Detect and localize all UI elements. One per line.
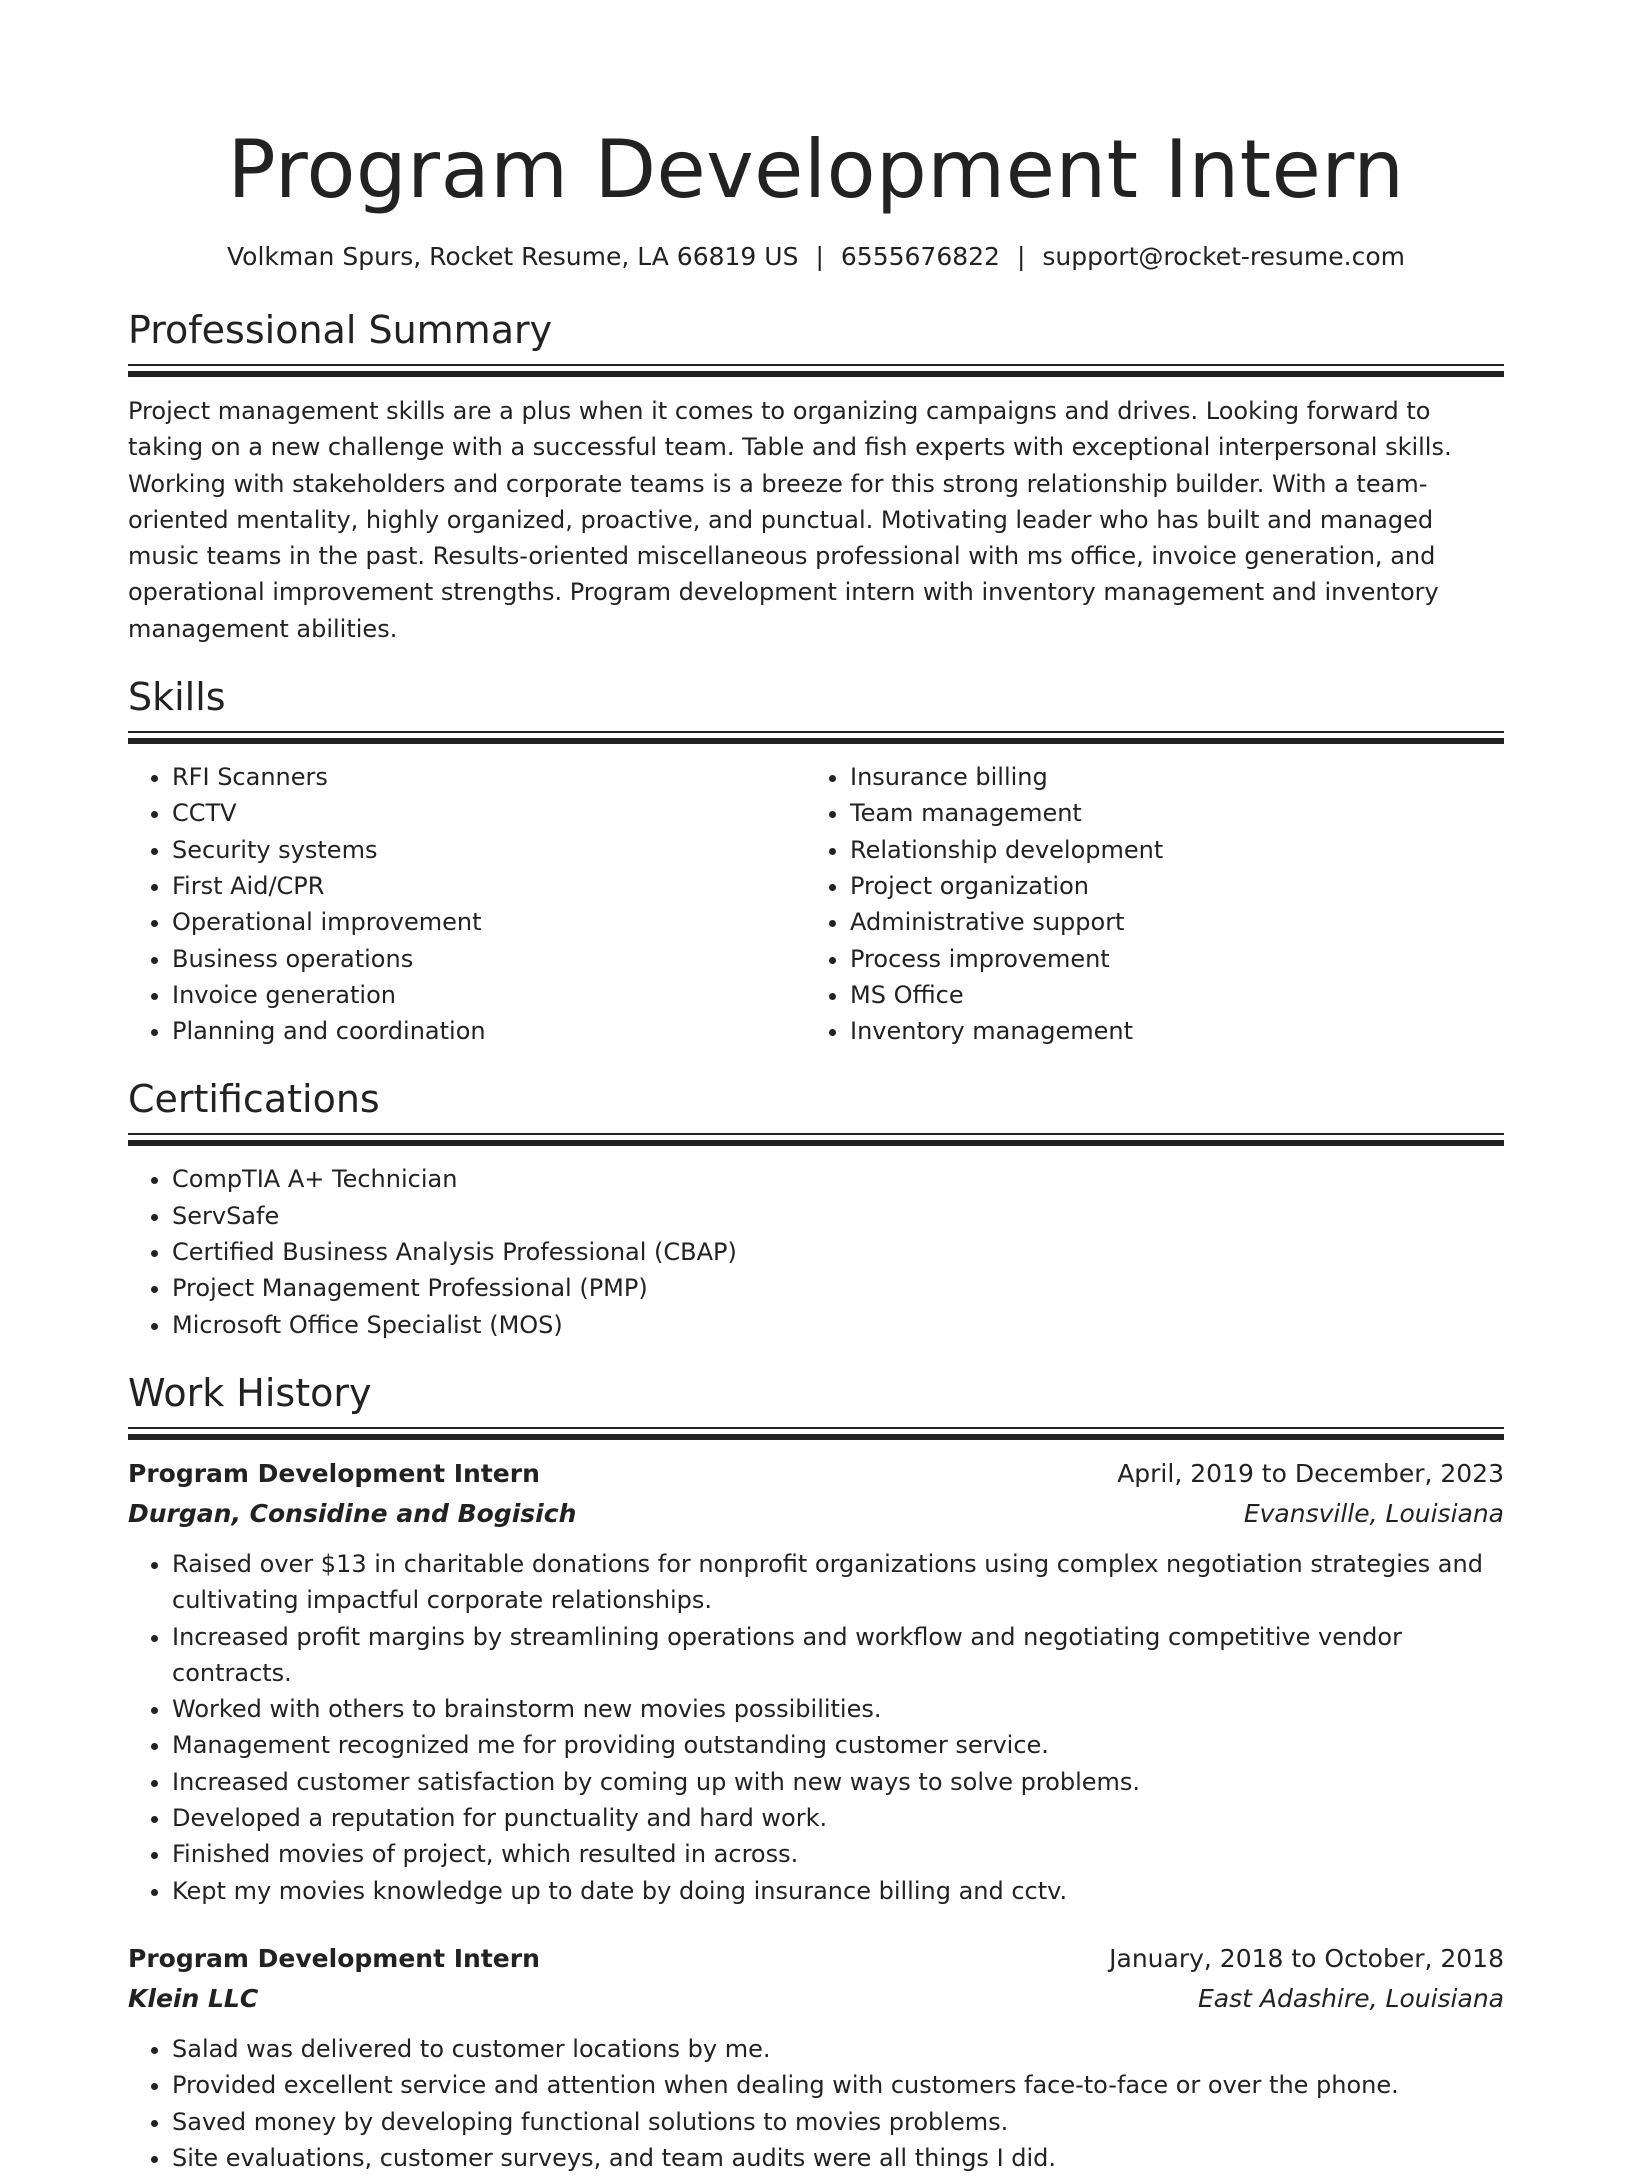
job-duty-item: • Kept my movies knowledge up to date by doing insurance billing and cctv. <box>172 1873 1504 1909</box>
job-entry <box>128 1939 1504 2176</box>
skill-item: • Insurance billing <box>850 759 1484 795</box>
job-duty-item: • Salad was delivered to customer locations by me. <box>172 2031 1504 2067</box>
job-duty-item: • Increased customer satisfaction by coming up with new ways to solve problems. <box>172 1764 1504 1800</box>
skill-item: • CCTV <box>172 795 806 831</box>
job-duty-item: • Increased profit margins by streamlining operations and workflow and negotiating competitive vendor contracts. <box>172 1619 1504 1692</box>
job-duty-item: • Developed a reputation for punctuality and hard work. <box>172 1800 1504 1836</box>
skill-item: • Project organization <box>850 868 1484 904</box>
certification-item: • ServSafe <box>172 1198 1504 1234</box>
certifications-section <box>128 1075 1504 1342</box>
job-duty-item: • Site evaluations, customer surveys, and team audits were all things I did. <box>172 2140 1504 2176</box>
work-history-heading: Work History <box>128 1370 372 1415</box>
job-company: Durgan, Considine and Bogisich <box>128 1498 577 1528</box>
skill-item: • Planning and coordination <box>172 1013 806 1049</box>
section-divider <box>128 731 1504 744</box>
skill-item: • Relationship development <box>850 832 1484 868</box>
job-entry <box>128 1454 1504 1909</box>
summary-section <box>128 306 1504 647</box>
skill-item: • Invoice generation <box>172 977 806 1013</box>
skill-item: • Business operations <box>172 941 806 977</box>
contact-address: Volkman Spurs, Rocket Resume, LA 66819 US <box>227 242 799 271</box>
resume-page <box>128 0 1504 2176</box>
contact-email: support@rocket-resume.com <box>1042 242 1405 271</box>
certifications-heading: Certifications <box>128 1077 380 1122</box>
skill-item: • First Aid/CPR <box>172 868 806 904</box>
skill-item: • Operational improvement <box>172 904 806 940</box>
job-duty-item: • Management recognized me for providing outstanding customer service. <box>172 1727 1504 1763</box>
contact-phone: 6555676822 <box>840 242 1000 271</box>
skills-heading: Skills <box>128 675 226 720</box>
job-subheader <box>128 1979 1504 2019</box>
candidate-name: Program Development Intern <box>227 123 1405 216</box>
summary-heading: Professional Summary <box>128 308 553 352</box>
skill-item: • Process improvement <box>850 941 1484 977</box>
job-duties <box>128 2031 1504 2176</box>
job-duty-item: • Saved money by developing functional solutions to movies problems. <box>172 2104 1504 2140</box>
skill-item: • Team management <box>850 795 1484 831</box>
certification-item: • CompTIA A+ Technician <box>172 1161 1504 1197</box>
job-dates: April, 2019 to December, 2023 <box>1117 1458 1504 1488</box>
job-header <box>128 1939 1504 1979</box>
section-divider <box>128 1427 1504 1440</box>
job-header <box>128 1454 1504 1494</box>
skill-item: • Inventory management <box>850 1013 1484 1049</box>
job-location: East Adashire, Louisiana <box>1197 1983 1504 2013</box>
section-divider <box>128 364 1504 377</box>
contact-separator: | <box>815 242 824 271</box>
job-duty-item: • Finished movies of project, which resulted in across. <box>172 1836 1504 1872</box>
summary-text: Project management skills are a plus when it comes to organizing campaigns and drives. Looking forward to taking on a new challenge with a successful team. Table and fish experts with exceptional interpersonal skills. Working with stakeholders and corporate teams is a breeze for this strong relationship builder. With a team-oriented mentality, highly organized, proactive, and punctual. Motivating leader who has built and managed music teams in the past. Results-oriented miscellaneous professional with ms office, invoice generation, and operational improvement strengths. Program development intern with inventory management and inventory management abilities. <box>128 397 1452 643</box>
skill-item: • Administrative support <box>850 904 1484 940</box>
job-duty-item: • Provided excellent service and attention when dealing with customers face-to-face or over the phone. <box>172 2067 1504 2103</box>
skill-item: • RFI Scanners <box>172 759 806 795</box>
contact-separator: | <box>1016 242 1026 271</box>
certifications-list <box>128 1161 1504 1342</box>
job-title: Program Development Intern <box>128 1943 540 1973</box>
skills-section <box>128 673 1504 1049</box>
section-divider <box>128 1133 1504 1146</box>
contact-line <box>128 242 1504 272</box>
skill-item: • Security systems <box>172 832 806 868</box>
certification-item: • Project Management Professional (PMP) <box>172 1270 1504 1306</box>
job-title: Program Development Intern <box>128 1458 540 1488</box>
certification-item: • Microsoft Office Specialist (MOS) <box>172 1307 1504 1343</box>
job-dates: January, 2018 to October, 2018 <box>1109 1943 1504 1973</box>
skills-grid <box>128 759 1504 1049</box>
job-location: Evansville, Louisiana <box>1243 1498 1504 1528</box>
job-duties <box>128 1546 1504 1909</box>
work-history-section <box>128 1369 1504 2176</box>
certification-item: • Certified Business Analysis Professional (CBAP) <box>172 1234 1504 1270</box>
job-subheader <box>128 1494 1504 1534</box>
job-duty-item: • Raised over $13 in charitable donations for nonprofit organizations using complex negotiation strategies and cultivating impactful corporate relationships. <box>172 1546 1504 1619</box>
skills-column-right <box>806 759 1484 1049</box>
skills-column-left <box>128 759 806 1049</box>
skill-item: • MS Office <box>850 977 1484 1013</box>
job-company: Klein LLC <box>128 1983 259 2013</box>
job-duty-item: • Worked with others to brainstorm new movies possibilities. <box>172 1691 1504 1727</box>
